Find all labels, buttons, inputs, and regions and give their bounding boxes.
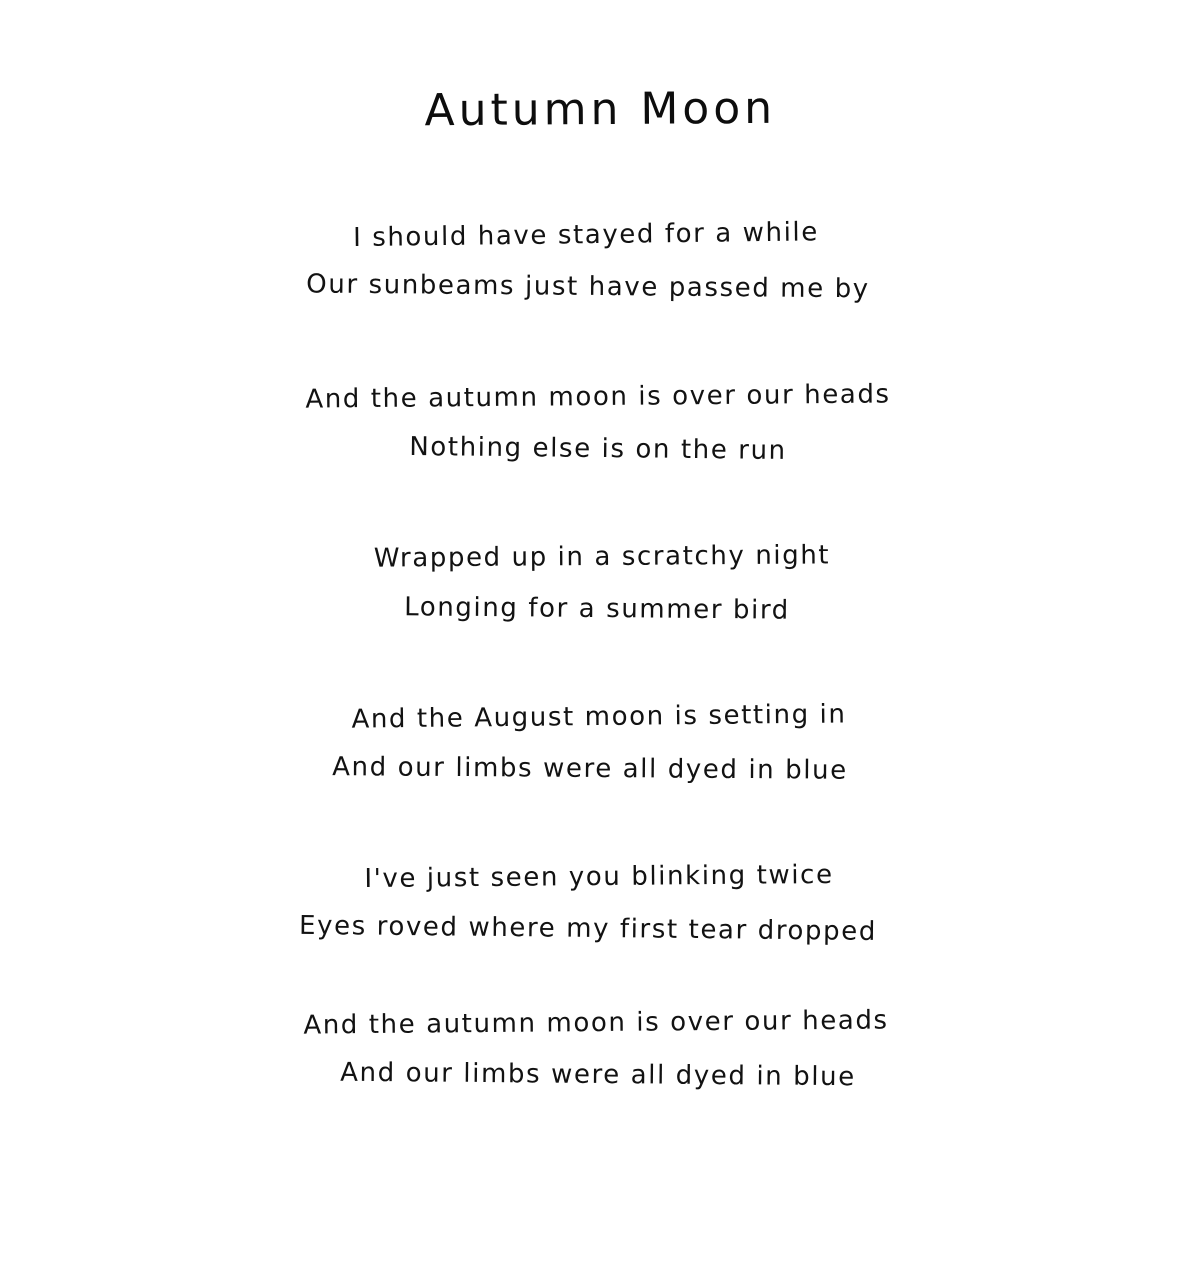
poem-line: I've just seen you blinking twice (364, 859, 834, 895)
stanza (0, 209, 1200, 313)
poem-line: Eyes roved where my first tear dropped (298, 910, 878, 947)
poem-line: And the autumn moon is over our heads (305, 379, 891, 415)
poem-line: And the August moon is setting in (351, 699, 847, 735)
poem-line: Wrapped up in a scratchy night (373, 540, 831, 574)
poem-line: And our limbs were all dyed in blue (340, 1057, 856, 1093)
poem-body (0, 209, 1200, 1101)
poem-line: Our sunbeams just have passed me by (306, 269, 870, 305)
poem-line: I should have stayed for a while (352, 217, 820, 254)
poem-line: Longing for a summer bird (404, 592, 790, 626)
stanza (0, 371, 1200, 475)
stanza (0, 531, 1200, 635)
stanza (0, 851, 1200, 955)
poem-line: And our limbs were all dyed in blue (332, 752, 848, 786)
poem-line: Nothing else is on the run (409, 432, 787, 466)
poem-line: And the autumn moon is over our heads (303, 1005, 889, 1041)
stanza (0, 691, 1200, 795)
stanza (0, 997, 1200, 1101)
page-title: Autumn Moon (424, 82, 777, 137)
